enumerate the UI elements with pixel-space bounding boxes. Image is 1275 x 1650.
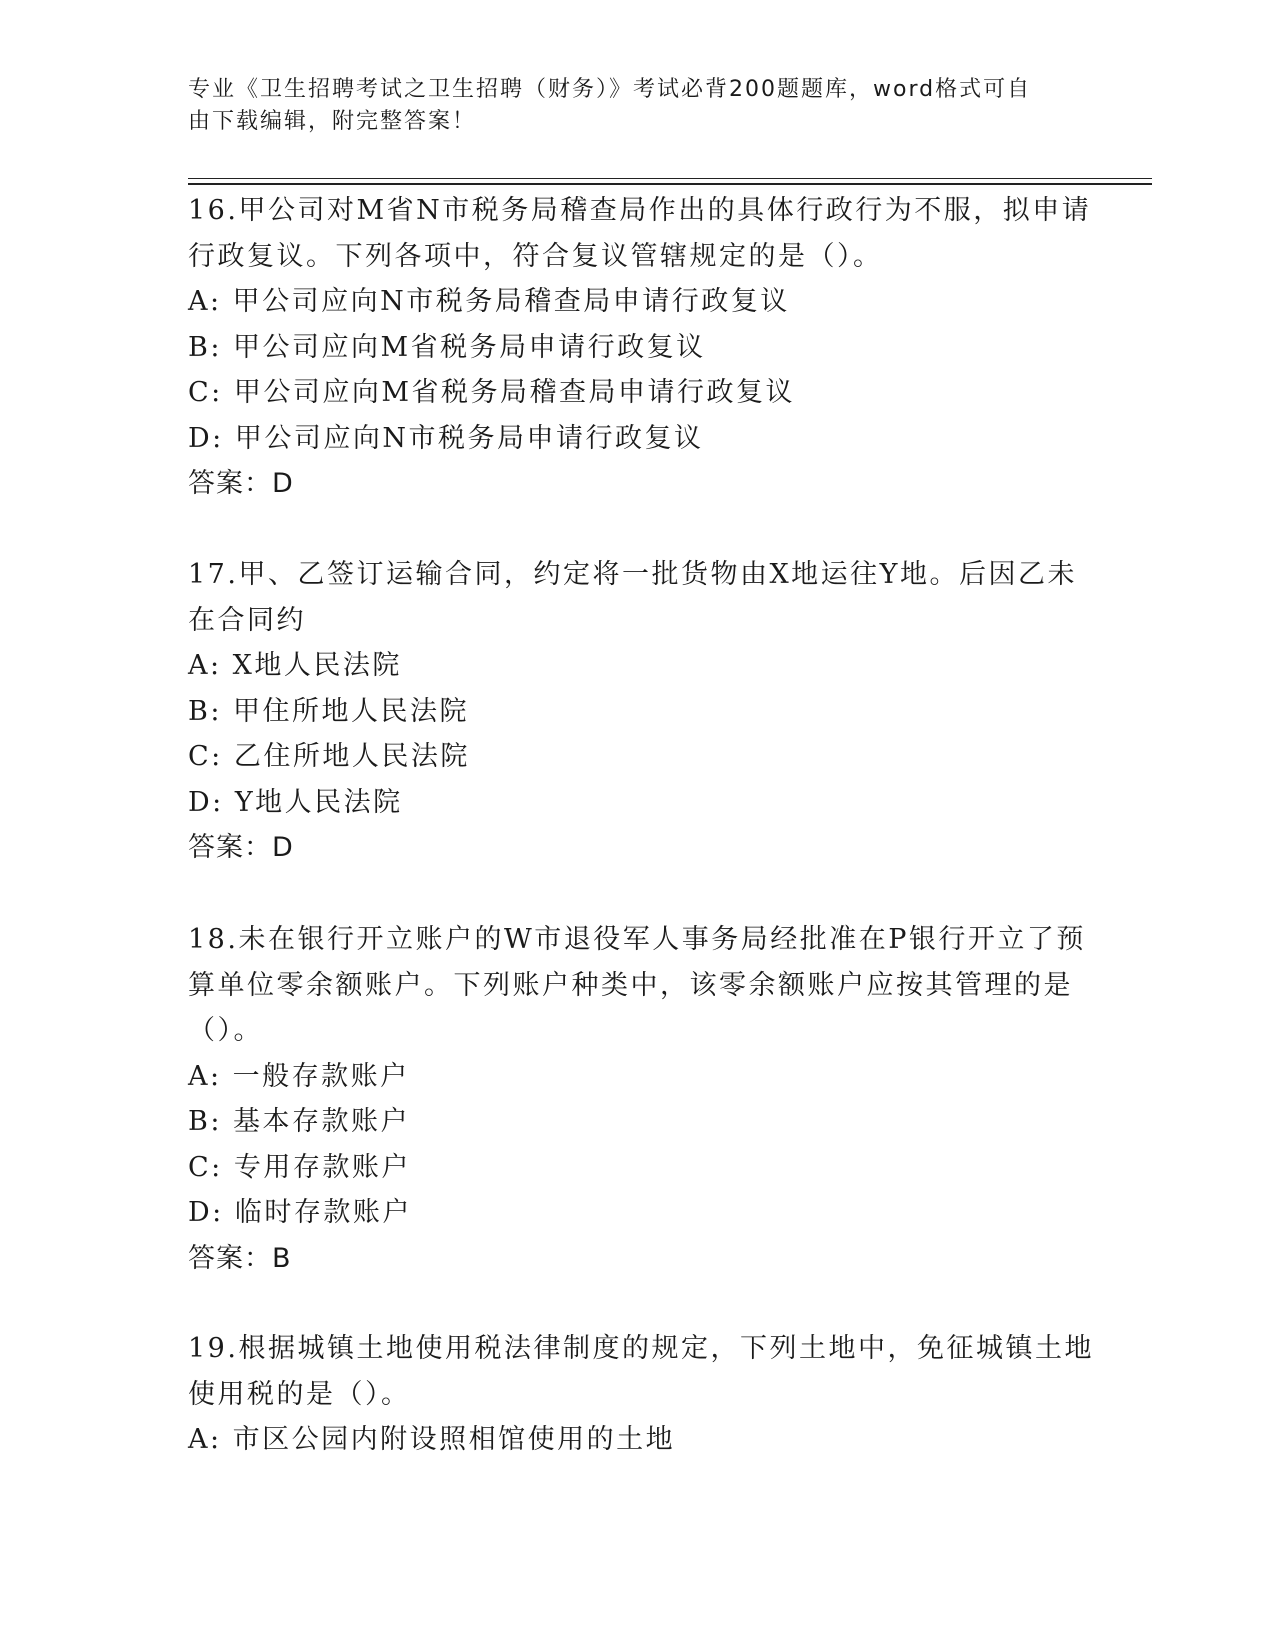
answer: 答案：D: [188, 832, 294, 863]
answer: 答案：D: [188, 468, 294, 499]
question-stem: （）。: [188, 1015, 263, 1046]
header-line-1: 专业《卫生招聘考试之卫生招聘（财务）》考试必背200题题库，word格式可自: [188, 77, 1032, 102]
question-stem: 算单位零余额账户。下列账户种类中，该零余额账户应按其管理的是: [188, 969, 1073, 1001]
question-stem: 行政复议。下列各项中，符合复议管辖规定的是（）。: [188, 240, 883, 272]
option-b: B: 基本存款账户: [188, 1106, 411, 1137]
option-a: A: X地人民法院: [188, 650, 402, 681]
question-stem: 17.甲、乙签订运输合同，约定将一批货物由X地运往Y地。后因乙未: [188, 559, 1077, 590]
option-b: B: 甲公司应向M省税务局申请行政复议: [188, 331, 706, 363]
option-a: A: 一般存款账户: [188, 1060, 410, 1092]
question-stem: 18.未在银行开立账户的W市退役军人事务局经批准在P银行开立了预: [188, 924, 1086, 955]
question-16: [188, 188, 1092, 507]
header-divider-thin: [188, 178, 1152, 179]
answer: 答案：B: [188, 1242, 292, 1274]
question-18: [188, 917, 1086, 1281]
option-d: D: Y地人民法院: [188, 786, 403, 818]
question-stem: 使用税的是（）。: [188, 1378, 411, 1410]
option-a: A: 甲公司应向N市税务局稽查局申请行政复议: [188, 286, 790, 317]
question-stem: 19.根据城镇土地使用税法律制度的规定，下列土地中，免征城镇土地: [188, 1333, 1094, 1364]
option-c: C: 专用存款账户: [188, 1151, 411, 1183]
option-a: A: 市区公园内附设照相馆使用的土地: [188, 1424, 676, 1455]
option-c: C: 甲公司应向M省税务局稽查局申请行政复议: [188, 377, 795, 408]
question-17: [188, 552, 1078, 871]
header-line-2: 由下载编辑，附完整答案！: [188, 109, 477, 134]
option-b: B: 甲住所地人民法院: [188, 695, 470, 727]
option-d: D: 临时存款账户: [188, 1197, 412, 1228]
question-19: [188, 1326, 1094, 1463]
document-header: [188, 74, 1068, 138]
header-divider-thick: [188, 183, 1152, 185]
question-stem: 16.甲公司对M省N市税务局稽查局作出的具体行政行为不服，拟申请: [188, 195, 1092, 226]
question-stem: 在合同约: [188, 604, 306, 636]
option-d: D: 甲公司应向N市税务局申请行政复议: [188, 422, 704, 454]
option-c: C: 乙住所地人民法院: [188, 741, 470, 772]
